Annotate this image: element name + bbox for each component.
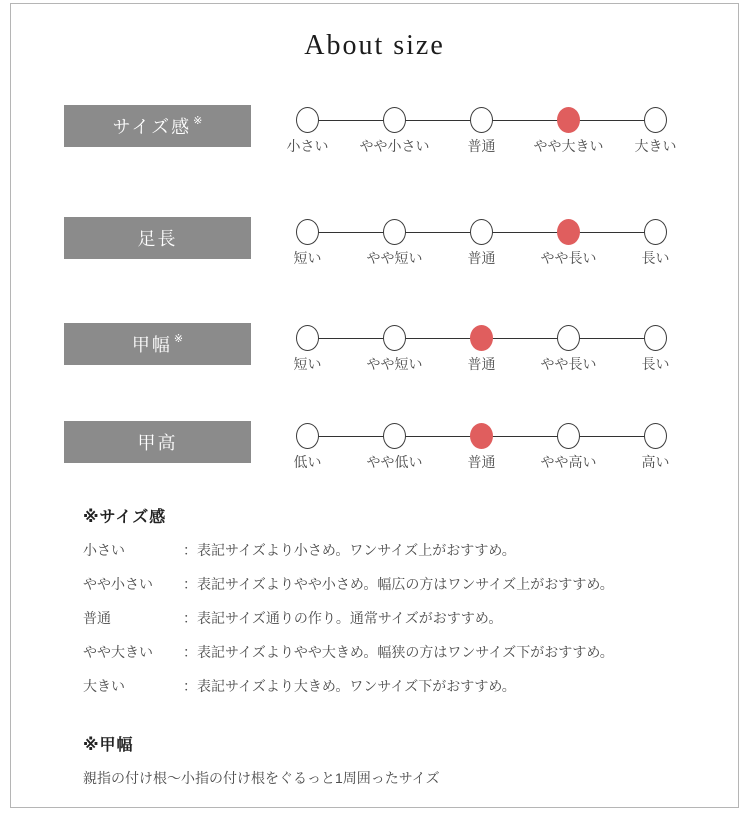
row-label-text: 足長	[137, 229, 178, 249]
scale-dot	[557, 325, 580, 351]
scale-point	[612, 217, 699, 268]
scale-dot-selected	[557, 107, 580, 133]
scale-option-label: 普通	[467, 250, 496, 266]
scale-option-label: やや長い	[540, 250, 597, 266]
scale-point	[612, 421, 699, 472]
scale-point	[264, 105, 351, 156]
rating-scale-instep-width	[264, 323, 699, 375]
note-term: 普通	[83, 610, 111, 626]
note-desc: ：表記サイズよりやや小さめ。幅広の方はワンサイズ上がおすすめ。	[183, 576, 614, 592]
scale-option-label: やや低い	[366, 454, 423, 470]
row-label-box-instep-height	[64, 421, 251, 463]
size-row-instep-width	[11, 323, 738, 383]
scale-point	[351, 421, 438, 472]
page-title: About size	[304, 30, 445, 61]
note-desc: ：表記サイズより小さめ。ワンサイズ上がおすすめ。	[183, 542, 516, 558]
note-entry	[83, 608, 713, 628]
note-term: やや大きい	[83, 644, 153, 660]
row-label-text: 甲幅	[131, 335, 172, 355]
scale-option-label: やや短い	[366, 250, 423, 266]
note-desc: ：表記サイズよりやや大きめ。幅狭の方はワンサイズ下がおすすめ。	[183, 644, 614, 660]
row-label-box-fit	[64, 105, 251, 147]
size-row-foot-length	[11, 217, 738, 277]
note-term: 大きい	[83, 678, 125, 694]
note-entry	[83, 540, 713, 560]
note-heading-width: ※甲幅	[83, 737, 134, 754]
scale-point	[612, 323, 699, 374]
rating-scale-foot-length	[264, 217, 699, 269]
scale-point	[438, 105, 525, 156]
scale-dot	[383, 107, 406, 133]
note-entry	[83, 642, 713, 662]
size-row-instep-height	[11, 421, 738, 481]
note-mark: ※	[173, 332, 186, 345]
scale-dot	[296, 423, 319, 449]
scale-option-label: 短い	[293, 250, 322, 266]
scale-point	[351, 105, 438, 156]
scale-dot	[470, 107, 493, 133]
scale-option-label: やや短い	[366, 356, 423, 372]
scale-dot	[296, 107, 319, 133]
scale-dot	[644, 325, 667, 351]
size-guide-panel	[10, 3, 739, 808]
scale-point	[525, 323, 612, 374]
scale-option-label: やや高い	[540, 454, 597, 470]
note-desc: ：表記サイズより大きめ。ワンサイズ下がおすすめ。	[183, 678, 516, 694]
row-label-box-foot-length	[64, 217, 251, 259]
scale-option-label: やや長い	[540, 356, 597, 372]
scale-option-label: 低い	[293, 454, 322, 470]
scale-option-label: 普通	[467, 356, 496, 372]
note-mark: ※	[193, 114, 205, 127]
note-width-text: 親指の付け根～小指の付け根をぐるっと1周囲ったサイズ	[83, 770, 440, 786]
scale-dot	[644, 423, 667, 449]
scale-point	[525, 105, 612, 156]
note-desc: ：表記サイズ通りの作り。通常サイズがおすすめ。	[183, 610, 503, 626]
note-term: 小さい	[83, 542, 125, 558]
scale-option-label: 長い	[641, 250, 670, 266]
scale-point	[438, 217, 525, 268]
scale-dot	[383, 325, 406, 351]
scale-option-label: 高い	[641, 454, 670, 470]
scale-dot	[383, 219, 406, 245]
scale-dot	[383, 423, 406, 449]
notes-section	[83, 504, 713, 788]
scale-point	[351, 217, 438, 268]
scale-dot	[557, 423, 580, 449]
scale-point	[264, 217, 351, 268]
scale-point	[525, 421, 612, 472]
scale-point	[351, 323, 438, 374]
rating-scale-instep-height	[264, 421, 699, 473]
scale-point	[438, 421, 525, 472]
note-block-width	[83, 732, 713, 788]
scale-dot	[644, 219, 667, 245]
note-entry	[83, 574, 713, 594]
scale-point	[612, 105, 699, 156]
scale-dot-selected	[557, 219, 580, 245]
scale-dot	[296, 325, 319, 351]
scale-dot	[644, 107, 667, 133]
scale-option-label: 小さい	[286, 138, 329, 154]
row-label-text: 甲高	[137, 433, 178, 453]
note-entry	[83, 676, 713, 696]
scale-option-label: 普通	[467, 138, 496, 154]
scale-point	[264, 323, 351, 374]
row-label-box-instep-width	[64, 323, 251, 365]
note-term: やや小さい	[83, 576, 153, 592]
size-row-fit	[11, 105, 738, 165]
scale-point	[438, 323, 525, 374]
scale-option-label: 大きい	[634, 138, 677, 154]
scale-dot	[296, 219, 319, 245]
scale-point	[264, 421, 351, 472]
scale-option-label: 長い	[641, 356, 670, 372]
scale-option-label: 普通	[467, 454, 496, 470]
scale-dot	[470, 219, 493, 245]
scale-dot-selected	[470, 423, 493, 449]
scale-option-label: やや大きい	[533, 138, 604, 154]
row-label-text: サイズ感	[112, 117, 192, 137]
scale-point	[525, 217, 612, 268]
scale-option-label: 短い	[293, 356, 322, 372]
scale-option-label: やや小さい	[359, 138, 430, 154]
scale-dot-selected	[470, 325, 493, 351]
rating-scale-fit	[264, 105, 699, 157]
note-heading-size: ※サイズ感	[83, 509, 167, 526]
